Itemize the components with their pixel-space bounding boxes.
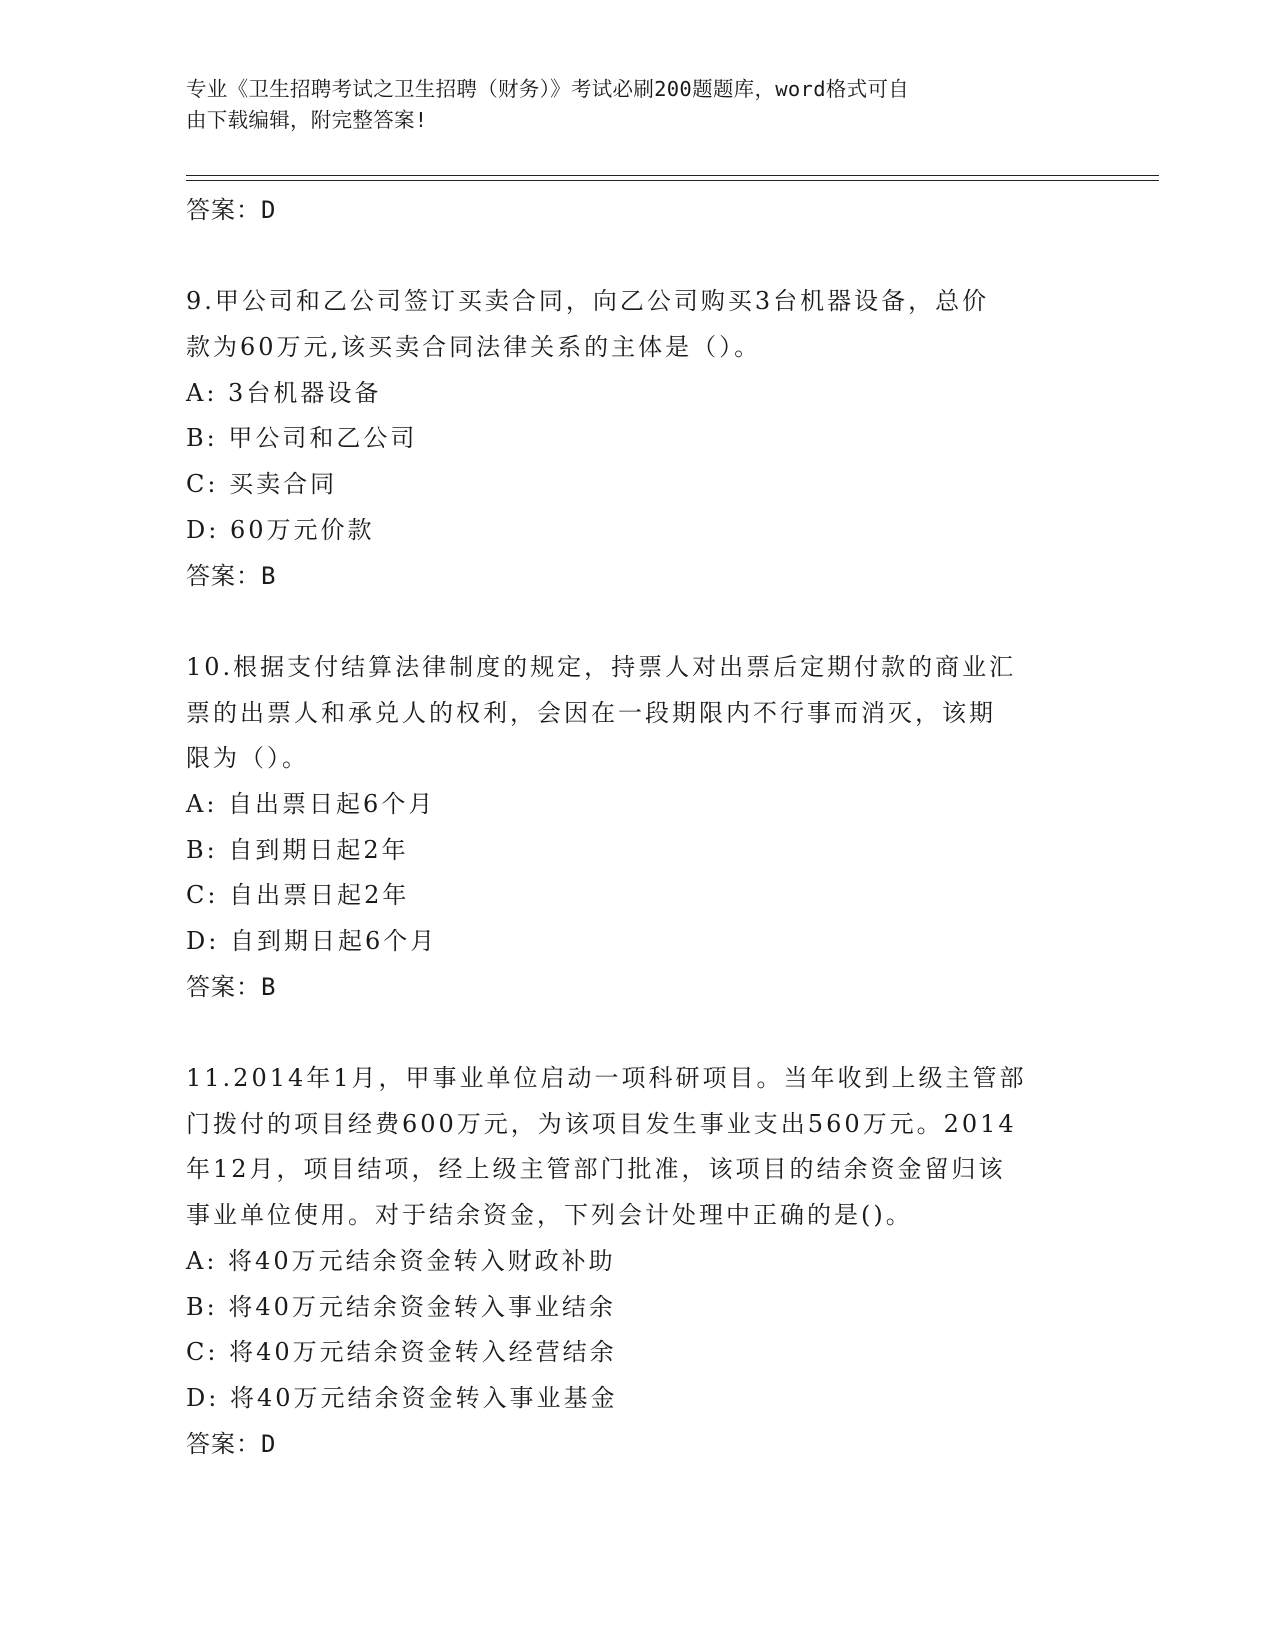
option-b: B: 自到期日起2年 (186, 835, 409, 864)
question-block (186, 279, 1086, 599)
spacer (186, 234, 1086, 280)
answer-label: 答案： (186, 972, 261, 1001)
option-d: D: 60万元价款 (186, 515, 375, 544)
answer-line (186, 554, 1086, 600)
question-block (186, 645, 1086, 1011)
answer-label: 答案： (186, 561, 261, 590)
option-a: A: 将40万元结余资金转入财政补助 (186, 1246, 616, 1275)
header-line-2: 由下载编辑，附完整答案! (186, 108, 428, 132)
option-d: D: 将40万元结余资金转入事业基金 (186, 1383, 618, 1412)
answer-value: B (261, 561, 277, 590)
document-header (186, 74, 1066, 136)
answer-line (186, 188, 1086, 234)
question-list (186, 188, 1086, 1467)
header-divider-bottom (186, 180, 1159, 181)
question-text-line: 票的出票人和承兑人的权利，会因在一段期限内不行事而消灭，该期 (186, 698, 996, 727)
answer-value: D (261, 196, 277, 224)
answer-line (186, 965, 1086, 1011)
option-c: C: 自出票日起2年 (186, 881, 410, 910)
spacer (186, 1010, 1086, 1056)
question-text-line: 9.甲公司和乙公司签订买卖合同，向乙公司购买3台机器设备，总价 (186, 287, 990, 316)
answer-value: B (261, 972, 277, 1001)
option-d: D: 自到期日起6个月 (186, 927, 438, 955)
question-text-line: 年12月，项目结项，经上级主管部门批准，该项目的结余资金留归该 (186, 1155, 1006, 1184)
option-b: B: 甲公司和乙公司 (186, 424, 418, 453)
answer-label: 答案： (186, 1429, 261, 1458)
header-line-1: 专业《卫生招聘考试之卫生招聘（财务）》考试必刷200题题库，word格式可自 (186, 77, 910, 101)
question-text-line: 11.2014年1月，甲事业单位启动一项科研项目。当年收到上级主管部 (186, 1064, 1027, 1093)
question-text-line: 限为（）。 (186, 744, 309, 773)
option-c: C: 买卖合同 (186, 470, 338, 499)
spacer (186, 599, 1086, 645)
answer-value: D (261, 1429, 277, 1458)
option-a: A: 3台机器设备 (186, 378, 382, 407)
answer-line (186, 1422, 1086, 1468)
question-text-line: 10.根据支付结算法律制度的规定，持票人对出票后定期付款的商业汇 (186, 652, 1017, 681)
question-text-line: 门拨付的项目经费600万元，为该项目发生事业支出560万元。2014 (186, 1109, 1017, 1138)
option-a: A: 自出票日起6个月 (186, 789, 436, 818)
question-block (186, 1056, 1086, 1467)
question-text-line: 款为60万元,该买卖合同法律关系的主体是（）。 (186, 333, 762, 362)
header-divider-top (186, 175, 1159, 176)
option-c: C: 将40万元结余资金转入经营结余 (186, 1338, 617, 1367)
question-text-line: 事业单位使用。对于结余资金，下列会计处理中正确的是()。 (186, 1201, 913, 1230)
answer-label: 答案： (186, 196, 261, 224)
option-b: B: 将40万元结余资金转入事业结余 (186, 1292, 616, 1321)
